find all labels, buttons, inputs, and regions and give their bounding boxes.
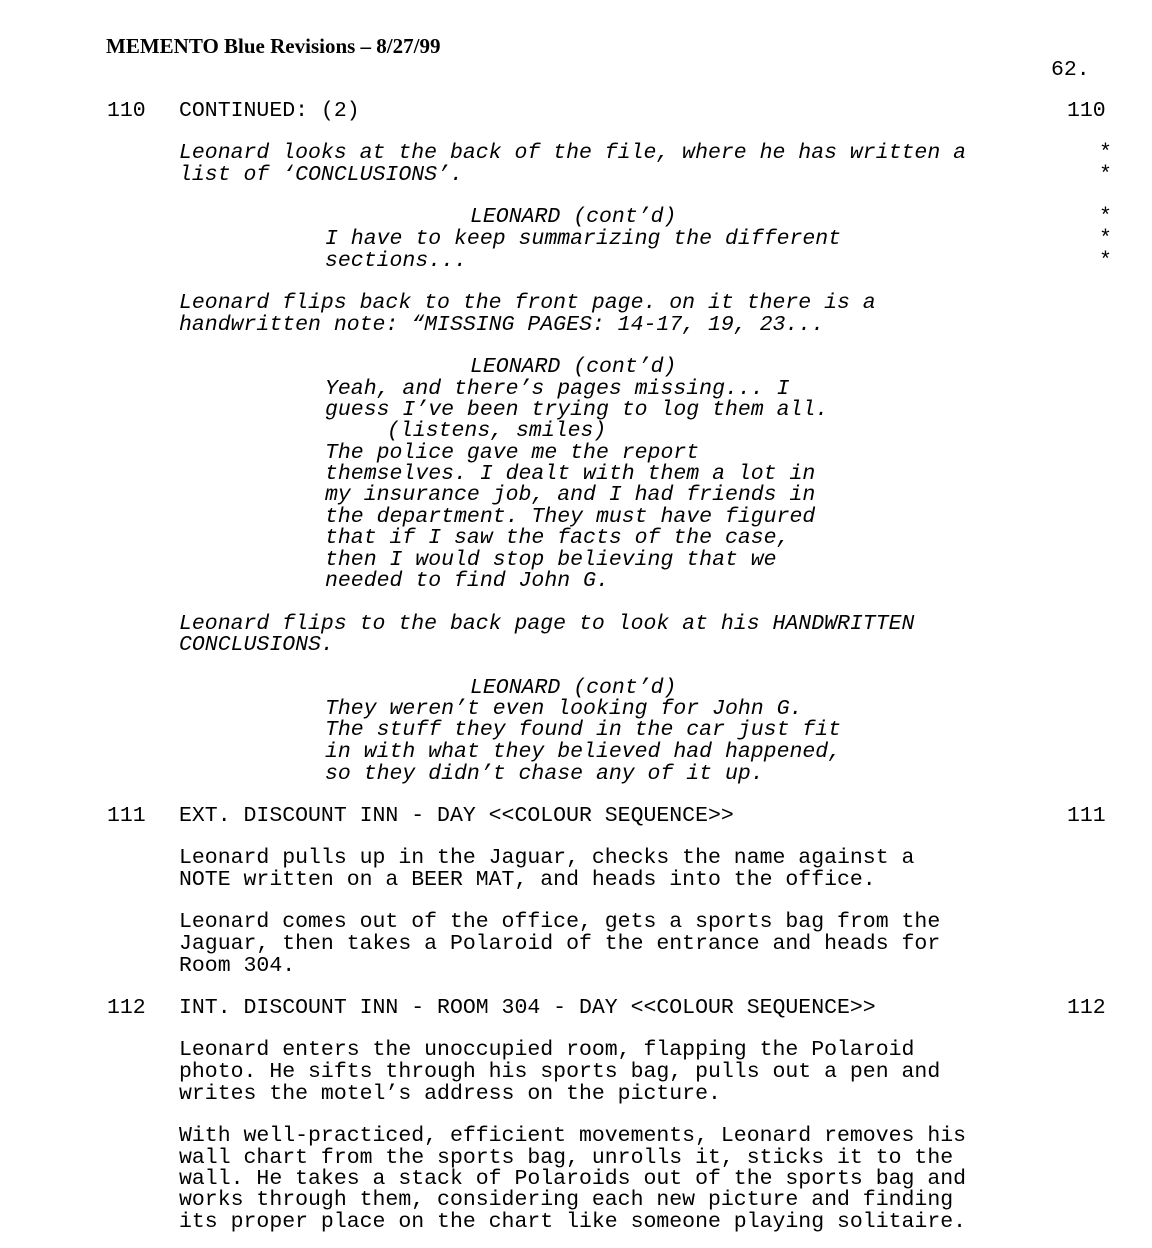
- scene-number-right: 112: [1067, 996, 1106, 1020]
- revision-mark: *: [1099, 249, 1112, 273]
- dialogue-line: The police gave me the report: [325, 441, 700, 465]
- action-line: NOTE written on a BEER MAT, and heads into the office.: [179, 868, 876, 892]
- revision-mark: *: [1099, 205, 1112, 229]
- scene-number-right: 110: [1067, 99, 1106, 123]
- action-line: Leonard flips to the back page to look at his HANDWRITTEN: [179, 612, 915, 636]
- action-line: works through them, considering each new picture and finding: [179, 1188, 954, 1212]
- dialogue-line: my insurance job, and I had friends in: [325, 483, 816, 507]
- scene-heading: CONTINUED: (2): [179, 99, 360, 123]
- revision-mark: *: [1099, 163, 1112, 187]
- dialogue-line: that if I saw the facts of the case,: [325, 526, 790, 550]
- action-line: Jaguar, then takes a Polaroid of the entrance and heads for: [179, 932, 941, 956]
- action-line: Room 304.: [179, 954, 296, 978]
- dialogue-line: the department. They must have figured: [325, 505, 816, 529]
- character-name: LEONARD (cont’d): [470, 355, 677, 379]
- dialogue-line: guess I’ve been trying to log them all.: [325, 398, 829, 422]
- character-name: LEONARD (cont’d): [470, 676, 677, 700]
- scene-heading: EXT. DISCOUNT INN - DAY <<COLOUR SEQUENCE>>: [179, 804, 734, 828]
- action-line: wall chart from the sports bag, unrolls it, sticks it to the: [179, 1146, 954, 1170]
- dialogue-line: The stuff they found in the car just fit: [325, 718, 842, 742]
- action-line: photo. He sifts through his sports bag, pulls out a pen and: [179, 1060, 941, 1084]
- action-line: writes the motel’s address on the picture.: [179, 1082, 721, 1106]
- parenthetical: (listens, smiles): [387, 419, 607, 443]
- character-name: LEONARD (cont’d): [470, 205, 677, 229]
- scene-number-left: 112: [107, 996, 146, 1020]
- action-line: its proper place on the chart like someone playing solitaire.: [179, 1210, 967, 1234]
- dialogue-line: themselves. I dealt with them a lot in: [325, 462, 816, 486]
- action-line: Leonard flips back to the front page. on it there is a: [179, 291, 876, 315]
- action-line: CONCLUSIONS.: [179, 633, 334, 657]
- dialogue-line: so they didn’t chase any of it up.: [325, 762, 764, 786]
- revision-mark: *: [1099, 141, 1112, 165]
- dialogue-line: They weren’t even looking for John G.: [325, 697, 803, 721]
- scene-heading: INT. DISCOUNT INN - ROOM 304 - DAY <<COLOUR SEQUENCE>>: [179, 996, 876, 1020]
- action-line: list of ‘CONCLUSIONS’.: [179, 163, 463, 187]
- action-line: Leonard comes out of the office, gets a sports bag from the: [179, 910, 941, 934]
- action-line: handwritten note: “MISSING PAGES: 14-17, 19, 23...: [179, 313, 825, 337]
- dialogue-line: Yeah, and there’s pages missing... I: [325, 377, 790, 401]
- action-line: wall. He takes a stack of Polaroids out of the sports bag and: [179, 1167, 967, 1191]
- dialogue-line: in with what they believed had happened,: [325, 740, 842, 764]
- dialogue-line: sections...: [325, 249, 467, 273]
- scene-number-left: 110: [107, 99, 146, 123]
- page-number: 62.: [1051, 58, 1090, 82]
- action-line: Leonard looks at the back of the file, where he has written a: [179, 141, 967, 165]
- action-line: With well-practiced, efficient movements, Leonard removes his: [179, 1124, 967, 1148]
- scene-number-right: 111: [1067, 804, 1106, 828]
- revision-mark: *: [1099, 227, 1112, 251]
- scene-number-left: 111: [107, 804, 146, 828]
- dialogue-line: I have to keep summarizing the different: [325, 227, 842, 251]
- action-line: Leonard enters the unoccupied room, flapping the Polaroid: [179, 1038, 915, 1062]
- action-line: Leonard pulls up in the Jaguar, checks the name against a: [179, 846, 915, 870]
- dialogue-line: then I would stop believing that we: [325, 548, 777, 572]
- dialogue-line: needed to find John G.: [325, 569, 609, 593]
- revision-header: MEMENTO Blue Revisions – 8/27/99: [106, 34, 441, 58]
